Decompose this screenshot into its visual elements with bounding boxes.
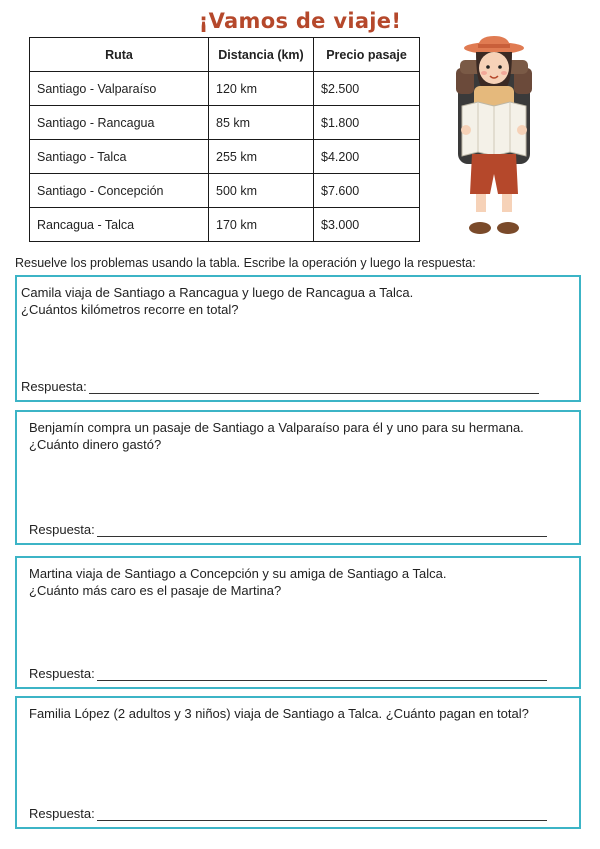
- problem-line: Camila viaja de Santiago a Rancagua y luego de Rancagua a Talca.: [21, 285, 414, 300]
- header-distance: Distancia (km): [209, 38, 314, 72]
- header-route: Ruta: [30, 38, 209, 72]
- answer-row: [29, 666, 547, 681]
- answer-label: Respuesta:: [29, 522, 95, 537]
- answer-line[interactable]: [89, 380, 539, 394]
- problem-text: [29, 565, 446, 599]
- price-cell: $1.800: [314, 106, 420, 140]
- distance-cell: 255 km: [209, 140, 314, 174]
- distance-cell: 500 km: [209, 174, 314, 208]
- problem-line: ¿Cuánto dinero gastó?: [29, 437, 162, 452]
- route-cell: Santiago - Talca: [30, 140, 209, 174]
- route-cell: Santiago - Rancagua: [30, 106, 209, 140]
- problem-box-3: [15, 556, 581, 689]
- route-cell: Santiago - Concepción: [30, 174, 209, 208]
- distance-cell: 170 km: [209, 208, 314, 242]
- problem-box-1: [15, 275, 581, 402]
- problem-line: Martina viaja de Santiago a Concepción y su amiga de Santiago a Talca.: [29, 566, 447, 581]
- problem-line: ¿Cuántos kilómetros recorre en total?: [21, 302, 239, 317]
- header-price: Precio pasaje: [314, 38, 420, 72]
- answer-line[interactable]: [97, 667, 547, 681]
- price-cell: $4.200: [314, 140, 420, 174]
- instructions-text: Resuelve los problemas usando la tabla. Escribe la operación y luego la respuesta:: [15, 256, 476, 270]
- routes-table: [29, 37, 420, 242]
- price-cell: $3.000: [314, 208, 420, 242]
- problem-box-2: [15, 410, 581, 545]
- traveler-girl-with-map-icon: [448, 34, 540, 239]
- answer-label: Respuesta:: [21, 379, 87, 394]
- table-row: [30, 106, 420, 140]
- price-cell: $2.500: [314, 72, 420, 106]
- answer-row: [29, 806, 547, 821]
- route-cell: Rancagua - Talca: [30, 208, 209, 242]
- answer-label: Respuesta:: [29, 806, 95, 821]
- problem-text: [29, 419, 524, 453]
- problem-line: Familia López (2 adultos y 3 niños) viaja de Santiago a Talca. ¿Cuánto pagan en total?: [29, 706, 529, 721]
- page-title: ¡Vamos de viaje!: [198, 9, 402, 33]
- table-row: [30, 72, 420, 106]
- table-row: [30, 140, 420, 174]
- answer-row: [21, 379, 539, 394]
- table-row: [30, 174, 420, 208]
- problem-line: ¿Cuánto más caro es el pasaje de Martina?: [29, 583, 282, 598]
- distance-cell: 120 km: [209, 72, 314, 106]
- problem-text: [21, 284, 413, 318]
- route-cell: Santiago - Valparaíso: [30, 72, 209, 106]
- problem-line: Benjamín compra un pasaje de Santiago a Valparaíso para él y uno para su hermana.: [29, 420, 524, 435]
- price-cell: $7.600: [314, 174, 420, 208]
- answer-line[interactable]: [97, 807, 547, 821]
- answer-row: [29, 522, 547, 537]
- table-row: [30, 208, 420, 242]
- problem-text: [29, 705, 529, 722]
- problem-box-4: [15, 696, 581, 829]
- answer-label: Respuesta:: [29, 666, 95, 681]
- table-header-row: [30, 38, 420, 72]
- answer-line[interactable]: [97, 523, 547, 537]
- distance-cell: 85 km: [209, 106, 314, 140]
